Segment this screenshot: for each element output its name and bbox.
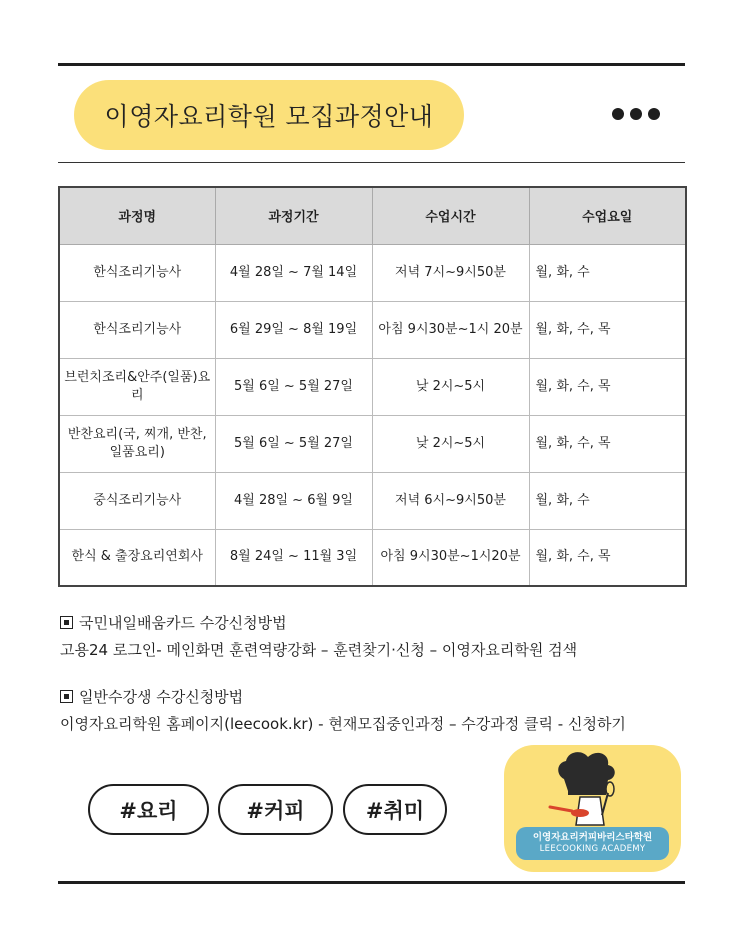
class-time: 저녁 7시~9시50분	[372, 244, 529, 301]
hashtag-hobby[interactable]: #취미	[343, 784, 447, 835]
header-class-time: 수업시간	[372, 187, 529, 244]
general-enrollment-heading	[60, 686, 626, 707]
card-enrollment-heading	[60, 612, 577, 633]
class-days: 월, 화, 수, 목	[529, 358, 686, 415]
class-time: 낮 2시~5시	[372, 358, 529, 415]
table-row	[59, 472, 686, 529]
card-enrollment-section	[60, 612, 577, 660]
page-title: 이영자요리학원 모집과정안내	[104, 102, 434, 131]
class-days: 월, 화, 수, 목	[529, 529, 686, 586]
square-bullet-icon	[60, 616, 73, 629]
dot-icon	[612, 108, 624, 120]
course-name: 한식조리기능사	[59, 244, 215, 301]
class-days: 월, 화, 수	[529, 244, 686, 301]
class-time: 저녁 6시~9시50분	[372, 472, 529, 529]
table-row	[59, 529, 686, 586]
class-days: 월, 화, 수, 목	[529, 301, 686, 358]
course-period: 4월 28일 ~ 7월 14일	[215, 244, 372, 301]
academy-logo	[504, 745, 681, 872]
title-banner	[74, 80, 464, 150]
course-name: 한식조리기능사	[59, 301, 215, 358]
square-bullet-icon	[60, 690, 73, 703]
table-row	[59, 415, 686, 472]
course-period: 8월 24일 ~ 11월 3일	[215, 529, 372, 586]
table-row	[59, 358, 686, 415]
general-enrollment-steps: 이영자요리학원 홈페이지(leecook.kr) - 현재모집중인과정 – 수강과정 클릭 - 신청하기	[60, 715, 626, 733]
class-time: 낮 2시~5시	[372, 415, 529, 472]
card-enrollment-steps: 고용24 로그인- 메인화면 훈련역량강화 – 훈련찾기·신청 – 이영자요리학원 검색	[60, 641, 578, 659]
class-time: 아침 9시30분~1시20분	[372, 529, 529, 586]
course-period: 4월 28일 ~ 6월 9일	[215, 472, 372, 529]
header-divider	[58, 162, 685, 163]
header-class-days: 수업요일	[529, 187, 686, 244]
class-days: 월, 화, 수	[529, 472, 686, 529]
card-enrollment-title: 국민내일배움카드 수강신청방법	[79, 614, 287, 632]
class-time: 아침 9시30분~1시 20분	[372, 301, 529, 358]
dot-icon	[648, 108, 660, 120]
hashtag-coffee[interactable]: #커피	[218, 784, 333, 835]
course-period: 5월 6일 ~ 5월 27일	[215, 415, 372, 472]
logo-name-band	[516, 827, 669, 860]
header-course-period: 과정기간	[215, 187, 372, 244]
general-enrollment-title: 일반수강생 수강신청방법	[79, 688, 244, 706]
course-name: 중식조리기능사	[59, 472, 215, 529]
bottom-rule	[58, 881, 685, 884]
hashtag-cooking[interactable]: #요리	[88, 784, 209, 835]
course-name: 브런치조리&안주(일품)요리	[59, 358, 215, 415]
header-course-name: 과정명	[59, 187, 215, 244]
general-enrollment-section	[60, 686, 626, 734]
dot-icon	[630, 108, 642, 120]
table-header-row	[59, 187, 686, 244]
logo-name-korean: 이영자요리커피바리스타학원	[532, 832, 653, 843]
course-name: 한식 & 출장요리연회사	[59, 529, 215, 586]
course-name: 반찬요리(국, 찌개, 반찬, 일품요리)	[59, 415, 215, 472]
logo-name-english: LEECOOKING ACADEMY	[539, 844, 646, 854]
table-row	[59, 244, 686, 301]
course-period: 5월 6일 ~ 5월 27일	[215, 358, 372, 415]
top-rule	[58, 63, 685, 66]
course-schedule-table	[58, 186, 687, 587]
course-period: 6월 29일 ~ 8월 19일	[215, 301, 372, 358]
class-days: 월, 화, 수, 목	[529, 415, 686, 472]
table-row	[59, 301, 686, 358]
more-options-icon[interactable]	[612, 108, 660, 120]
